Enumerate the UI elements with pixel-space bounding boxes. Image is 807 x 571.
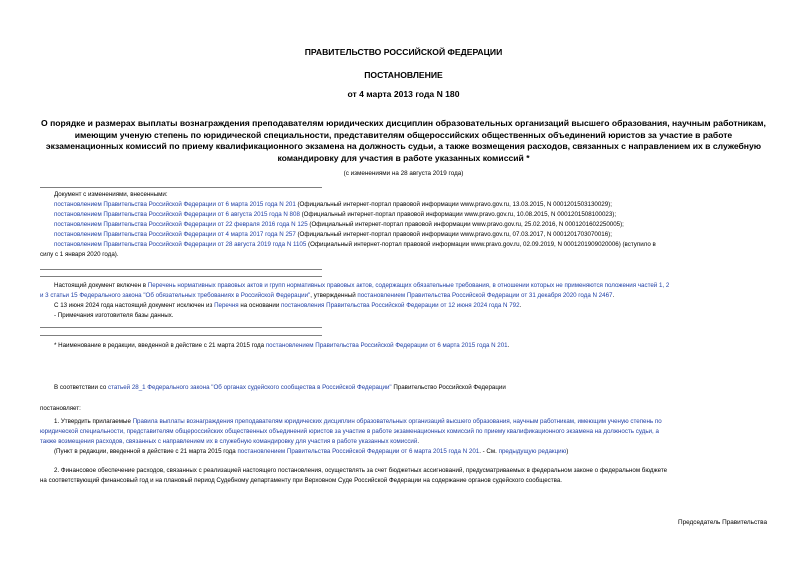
amendment-link[interactable]: постановлением Правительства Российской Федерации от 28 августа 2019 года N 1105	[54, 241, 307, 248]
notice-line: и 3 статьи 15 Федерального закона "Об обязательных требованиях в Российской Федерации", утвержденный постановлением Правительства Российской Федерации от 31 декабря 2020 года N 2467.	[40, 292, 615, 299]
law-link[interactable]: статьей 28_1 Федерального закона "Об органах судейского сообщества в Российской Федерации"	[107, 384, 392, 391]
doc-heading: О порядке и размерах выплаты вознаграждения преподавателям юридических дисциплин образовательных организаций высшего образования, научным работникам, имеющим ученую степень по юридической специальности, представителям общероссийских общественных объединений юристов за участие в работе экзаменационных комиссий по приему квалификационного экзамена на должность судьи, а также возмещения расходов, связанных с направлением их в служебную командировку для участия в работе указанных комиссий *	[41, 118, 766, 163]
changes-note: (с изменениями на 28 августа 2019 года)	[343, 170, 464, 177]
divider	[40, 335, 322, 336]
amendment-item: постановлением Правительства Российской Федерации от 4 марта 2017 года N 257 (Официальный интернет-портал правовой информации www.pravo.gov.ru, 07.03.2017, N 0001201703070016);	[54, 231, 612, 238]
item-2: 2. Финансовое обеспечение расходов, связанных с реализацией настоящего постановления, осуществлять за счет бюджетных ассигнований, предусматриваемых в федеральном законе о федеральном бюджете на соответствующий финансовый год и на плановый период Судебному департаменту при Верховном Суде Российской Федерации на содержание органов судейского сообщества.	[40, 467, 668, 484]
notice-link[interactable]: и 3 статьи 15 Федерального закона "Об обязательных требованиях в Российской Федерации"	[40, 292, 311, 299]
amendments-intro: Документ с изменениями, внесенными:	[54, 191, 168, 198]
doc-date-number: от 4 марта 2013 года N 180	[347, 89, 460, 99]
notice-link[interactable]: постановлением Правительства Российской Федерации от 31 декабря 2020 года N 2467	[357, 292, 613, 299]
previous-edition-link[interactable]: предыдущую редакцию	[498, 448, 567, 455]
doc-type: ПОСТАНОВЛЕНИЕ	[364, 70, 443, 80]
rules-link-cont[interactable]: также возмещения расходов, связанных с направлением их в служебную командировку для участия в работе указанных комиссий	[40, 438, 418, 445]
amendment-link[interactable]: постановлением Правительства Российской Федерации от 22 февраля 2016 года N 125	[54, 221, 308, 228]
preamble: В соответствии со статьей 28_1 Федерального закона "Об органах судейского сообщества в Российской Федерации" Правительство Российской Федерации	[54, 384, 506, 391]
footnote: * Наименование в редакции, введенной в действие с 21 марта 2015 года постановлением Правительства Российской Федерации от 6 марта 2015 года N 201.	[54, 342, 510, 349]
divider	[40, 269, 322, 270]
item-1: 1. Утвердить прилагаемые Правила выплаты вознаграждения преподавателям юридических дисциплин образовательных организаций высшего образования, научным работникам, имеющим ученую степень по юридической специальности, представителям общероссийских общественных объединений юристов за участие в работе экзаменационных комиссий по приему квалификационного экзамена на должность судьи, а также возмещения расходов, связанных с направлением их в служебную командировку для участия в работе указанных комиссий. (Пункт в редакции, введенной в действие с 21 марта 2015 года постановлением Правительства Российской Федерации от 6 марта 2015 года N 201. - См. предыдущую редакцию)	[40, 417, 767, 457]
divider	[40, 276, 322, 277]
divider	[40, 327, 322, 328]
amendment-item-continued: силу с 1 января 2020 года).	[40, 251, 119, 258]
amendment-link[interactable]: постановлением Правительства Российской Федерации от 6 марта 2015 года N 201	[54, 201, 296, 208]
db-notice-block	[40, 281, 767, 321]
footnote-link[interactable]: постановлением Правительства Российской Федерации от 6 марта 2015 года N 201	[265, 342, 508, 349]
note-link[interactable]: постановлением Правительства Российской Федерации от 6 марта 2015 года N 201	[237, 448, 480, 455]
resolves-label: постановляет:	[40, 405, 81, 412]
notice-line: С 13 июня 2024 года настоящий документ исключен из Перечня на основании постановления Правительства Российской Федерации от 12 июня 2024 года N 792.	[54, 302, 522, 309]
amendment-item: постановлением Правительства Российской Федерации от 6 марта 2015 года N 201 (Официальный интернет-портал правовой информации www.pravo.gov.ru, 13.03.2015, N 0001201503130029);	[54, 201, 612, 208]
signature-title: Председатель Правительства	[678, 519, 767, 526]
amendment-item: постановлением Правительства Российской Федерации от 28 августа 2019 года N 1105 (Официальный интернет-портал правовой информации www.pravo.gov.ru, 02.09.2019, N 0001201909020006) (вступило в	[54, 241, 656, 248]
item-1-note: (Пункт в редакции, введенной в действие с 21 марта 2015 года постановлением Правительства Российской Федерации от 6 марта 2015 года N 201. - См. предыдущую редакцию)	[54, 448, 569, 455]
amendment-item: постановлением Правительства Российской Федерации от 22 февраля 2016 года N 125 (Официальный интернет-портал правовой информации www.pravo.gov.ru, 25.02.2016, N 0001201602250005);	[54, 221, 624, 228]
notice-link[interactable]: Перечень нормативных правовых актов и групп нормативных правовых актов, содержащих обязательные требования, в отношении которых не применяются положения частей 1, 2	[147, 282, 670, 289]
notice-line: Настоящий документ включен в Перечень нормативных правовых актов и групп нормативных правовых актов, содержащих обязательные требования, в отношении которых не применяются положения частей 1, 2	[54, 282, 670, 289]
notice-footer: - Примечания изготовителя базы данных.	[54, 312, 174, 319]
divider	[40, 187, 322, 188]
doc-issuer: ПРАВИТЕЛЬСТВО РОССИЙСКОЙ ФЕДЕРАЦИИ	[304, 47, 503, 57]
amendment-link[interactable]: постановлением Правительства Российской Федерации от 6 августа 2015 года N 808	[54, 211, 300, 218]
rules-link[interactable]: Правила выплаты вознаграждения преподавателям юридических дисциплин образовательных организаций высшего образования, научным работникам, имеющим ученую степень по	[132, 418, 662, 425]
amendments-block	[40, 190, 767, 260]
rules-link-cont[interactable]: юридической специальности, представителям общероссийских общественных объединений юристов за участие в работе экзаменационных комиссий по приему квалификационного экзамена на должность судьи, а	[40, 428, 659, 435]
amendment-link[interactable]: постановлением Правительства Российской Федерации от 4 марта 2017 года N 257	[54, 231, 296, 238]
notice-link[interactable]: Перечня	[214, 302, 239, 309]
amendment-item: постановлением Правительства Российской Федерации от 6 августа 2015 года N 808 (Официальный интернет-портал правовой информации www.pravo.gov.ru, 10.08.2015, N 0001201508100023);	[54, 211, 617, 218]
notice-link[interactable]: постановления Правительства Российской Федерации от 12 июня 2024 года N 792	[281, 302, 520, 309]
